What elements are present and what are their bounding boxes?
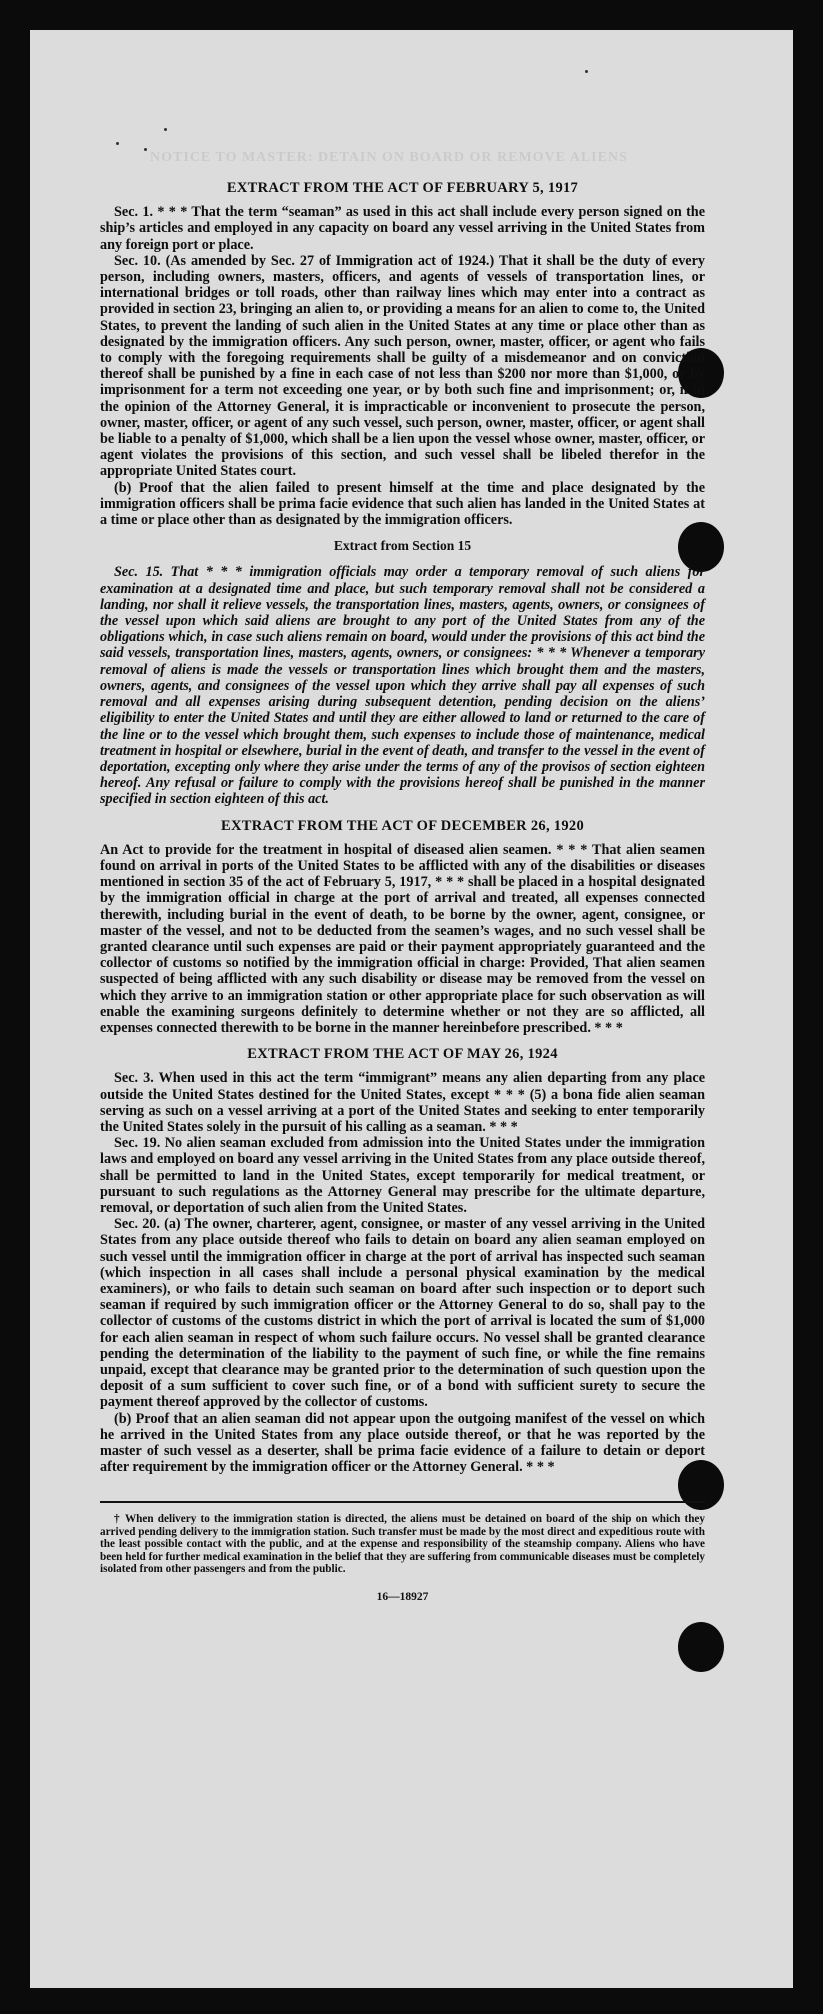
- paragraph: (b) Proof that the alien failed to present himself at the time and place designated by the immigration officers shall be prima facie evidence that such alien has landed in the United States at a time or place other than as designated by the immigration officers.: [100, 479, 705, 529]
- punch-hole: [678, 1622, 724, 1672]
- paragraph: Sec. 20. (a) The owner, charterer, agent, consignee, or master of any vessel arriving in the United States from any place outside thereof who fails to detain on board any alien seaman employed on such vessel until the immigration officer in charge at the port of arrival has inspected such seaman (which inspection in all cases shall include a personal physical examination by the medical examiners), or who fails to detain such seaman on board after such inspection or to deport such seaman if required by such immigration officer or the Attorney General to do so, shall pay to the collector of customs of the customs district in which the port of arrival is located the sum of $1,000 for each alien seaman in respect of whom such failure occurs. No vessel shall be granted clearance pending the determination of the liability to the payment of such fine, or while the fine remains unpaid, except that clearance may be granted prior to the determination of such question upon the deposit of a sum sufficient to cover such fine, or of a bond with sufficient surety to secure the payment thereof approved by the collector of customs.: [100, 1216, 705, 1411]
- paragraph: (b) Proof that an alien seaman did not appear upon the outgoing manifest of the vessel on which he arrived in the United States from any place outside thereof, or that he was reported by the master of such vessel as a deserter, shall be prima facie evidence of a failure to detain or deport after requirement by the immigration officer or the Attorney General. * * *: [100, 1410, 705, 1476]
- section-heading: EXTRACT FROM THE ACT OF MAY 26, 1924: [247, 1046, 558, 1063]
- paragraph: Sec. 1. * * * That the term “seaman” as used in this act shall include every person signed on the ship’s articles and employed in any capacity on board any vessel arriving in the United States from any foreign port or place.: [100, 204, 705, 253]
- paragraph: Sec. 19. No alien seaman excluded from admission into the United States under the immigration laws and employed on board any vessel arriving in the United States from any place outside thereof, shall be permitted to land in the United States, except temporarily for medical treatment, or pursuant to such regulations as the Attorney General may prescribe for the ultimate departure, removal, or deportation of such alien from the United States.: [100, 1135, 705, 1216]
- speck: [116, 142, 119, 145]
- section-heading: EXTRACT FROM THE ACT OF DECEMBER 26, 1920: [220, 817, 585, 834]
- speck: [164, 128, 167, 131]
- speck: [144, 148, 147, 151]
- page-number: 16—18927: [376, 1591, 429, 1604]
- document-body: [100, 180, 705, 1606]
- section-heading: EXTRACT FROM THE ACT OF FEBRUARY 5, 1917: [226, 180, 579, 196]
- footnote: † When delivery to the immigration station is directed, the aliens must be detained on board of the ship on which they arrived pending delivery to the immigration station. Such transfer must be made by the most direct and expeditious route with the least possible contact with the public, and at the expense and responsibility of the steamship company. Aliens who have been held for further medical examination in the belief that they are suffering from communicable diseases must be completely isolated from other passengers and from the public.: [100, 1513, 705, 1576]
- document-page: [30, 30, 793, 1988]
- bleed-through-text: NOTICE TO MASTER: DETAIN ON BOARD OR REMOVE ALIENS: [150, 150, 628, 165]
- paragraph: An Act to provide for the treatment in hospital of diseased alien seamen. * * * That alien seamen found on arrival in ports of the United States to be afflicted with any of the disabilities or diseases mentioned in section 35 of the act of February 5, 1917, * * * shall be placed in a hospital designated by the immigration official in charge at the port of arrival and treated, all expenses connected therewith, including burial in the event of death, to be borne by the owner, agent, consignee, or master of the vessel, and not to be deducted from the seamen’s wages, and no such vessel shall be granted clearance until such expenses are paid or their payment appropriately guaranteed and the collector of customs so notified by the immigration official in charge: Provided, That alien seamen suspected of being afflicted with any such disability or disease may be removed from the vessel on which they arrive to an immigration station or other appropriate place for such observation as will enable the examining surgeons definitely to determine whether or not they are so afflicted, all expenses connected therewith to be borne in the manner hereinbefore prescribed. * * *: [100, 841, 705, 1036]
- speck: [585, 70, 588, 73]
- paragraph: Sec. 15. That * * * immigration officials may order a temporary removal of such aliens for examination at a designated time and place, but such temporary removal shall not be considered a landing, nor shall it relieve vessels, the transportation lines, masters, agents, owners, or consignees of the vessel upon which said aliens are brought to any port of the United States from any of the obligations which, in case such aliens remain on board, would under the provisions of this act bind the said vessels, transportation lines, masters, agents, owners, or consignees: * * * Whenever a temporary removal of aliens is made the vessels or transportation lines which brought them and the masters, owners, agents, and consignees of the vessel upon which they arrive shall pay all expenses of such removal and all expenses arising during subsequent detention, pending decision on the aliens’ eligibility to enter the United States and until they are either allowed to land or returned to the care of the line or to the vessel which brought them, such expenses to include those of maintenance, medical treatment in hospital or elsewhere, burial in the event of death, and transfer to the vessel in the event of deportation, excepting only where they arise under the terms of any of the provisos of section eighteen hereof. Any refusal or failure to comply with the provisions hereof shall be punished in the manner specified in section eighteen of this act.: [100, 564, 705, 808]
- paragraph: Sec. 3. When used in this act the term “immigrant” means any alien departing from any place outside the United States destined for the United States, except * * * (5) a bona fide alien seaman serving as such on a vessel arriving at a port of the United States and seeking to enter temporarily the United States solely in the pursuit of his calling as a seaman. * * *: [100, 1070, 705, 1135]
- divider-rule: [100, 1501, 705, 1503]
- section-subheading: Extract from Section 15: [333, 538, 472, 554]
- paragraph: Sec. 10. (As amended by Sec. 27 of Immigration act of 1924.) That it shall be the duty of every person, including owners, masters, officers, and agents of vessels of transportation lines, or international bridges or toll roads, other than railway lines which may enter into a contract as provided in section 23, bringing an alien to, or providing a means for an alien to come to, the United States, to prevent the landing of such alien in the United States at any time or place other than as designated by the immigration officers. Any such person, owner, master, officer, or agent who fails to comply with the foregoing requirements shall be guilty of a misdemeanor and on conviction thereof shall be punished by a fine in each case of not less than $200 nor more than $1,000, or by imprisonment for a term not exceeding one year, or by both such fine and imprisonment; or, if in the opinion of the Attorney General, it is impracticable or inconvenient to prosecute the person, owner, master, officer, or agent of any such vessel, such person, owner, master, officer, or agent shall be liable to a penalty of $1,000, which shall be a lien upon the vessel whose owner, master, officer, or agent violates the provisions of this section, and such vessel shall be libeled therefor in the appropriate United States court.: [100, 252, 705, 480]
